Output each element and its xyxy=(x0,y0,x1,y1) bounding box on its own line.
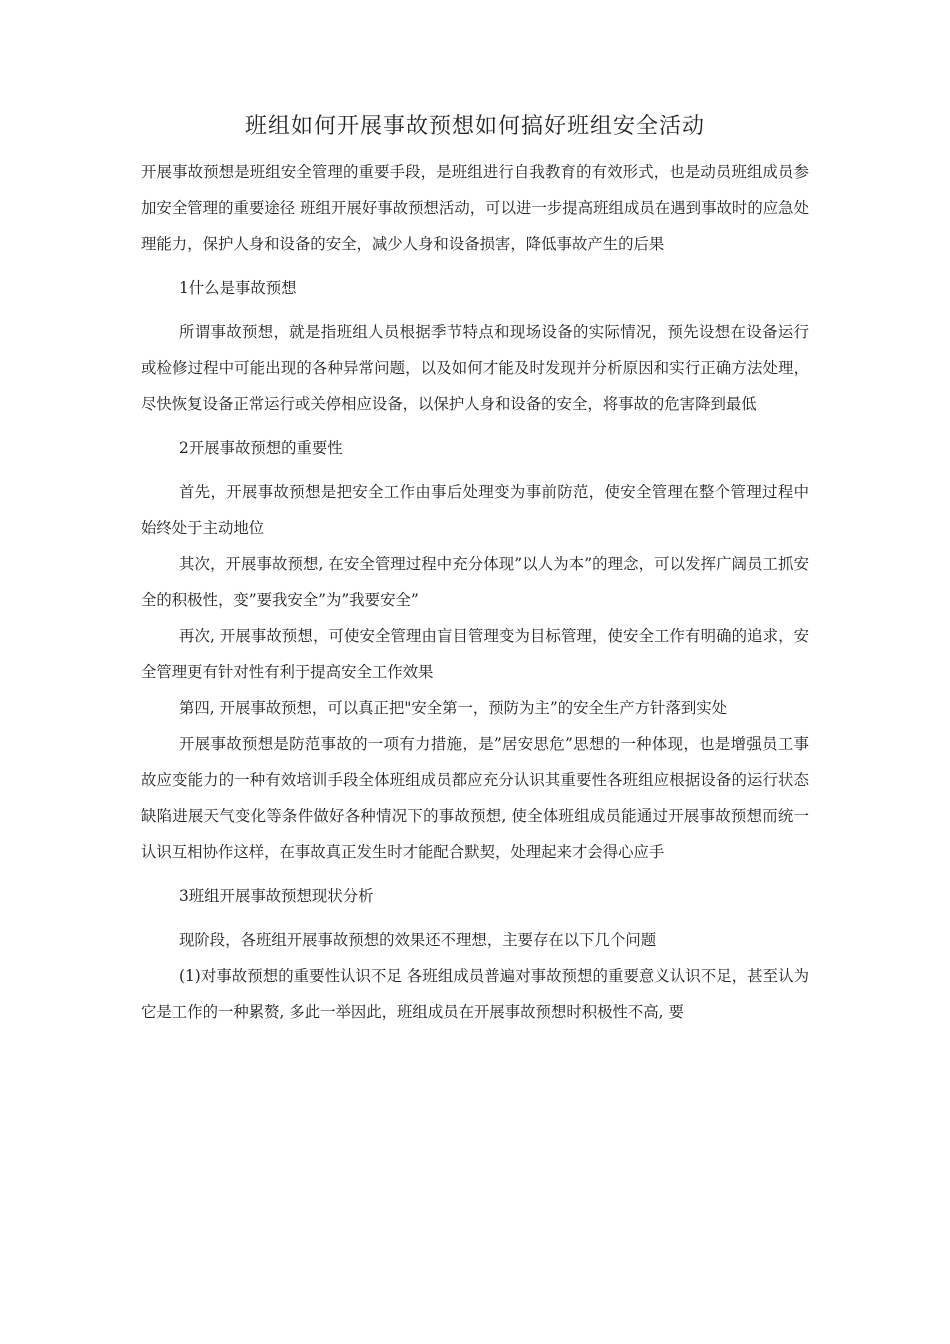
body-paragraph: 首先，开展事故预想是把安全工作由事后处理变为事前防范，使安全管理在整个管理过程中始终处于主动地位 xyxy=(141,483,809,537)
intro-paragraph: 开展事故预想是班组安全管理的重要手段，是班组进行自我教育的有效形式，也是动员班组成员参加安全管理的重要途径 班组开展好事故预想活动，可以进一步提高班组成员在遇到事故时的应急处理能力，保护人身和设备的安全，减少人身和设备损害，降低事故产生的后果 xyxy=(141,163,809,253)
body-paragraph: 第四, 开展事故预想，可以真正把"安全第一，预防为主”的安全生产方针落到实处 xyxy=(179,699,728,717)
body-paragraph: (1)对事故预想的重要性认识不足 各班组成员普遍对事故预想的重要意义认识不足，甚至认为它是工作的一种累赘, 多此一举因此，班组成员在开展事故预想时积极性不高, 要 xyxy=(141,967,809,1021)
body-paragraph: 其次，开展事故预想, 在安全管理过程中充分体现”以人为本”的理念，可以发挥广阔员工抓安全的积极性，变”要我安全”为”我要安全” xyxy=(141,555,809,609)
document-title: 班组如何开展事故预想如何搞好班组安全活动 xyxy=(244,114,705,139)
body-paragraph: 开展事故预想是防范事故的一项有力措施，是”居安思危”思想的一种体现，也是增强员工事故应变能力的一种有效培训手段全体班组成员都应充分认识其重要性各班组应根据设备的运行状态缺陷进展天气变化等条件做好各种情况下的事故预想, 使全体班组成员能通过开展事故预想而统一认识互相协作这样，在事故真正发生时才能配合默契，处理起来才会得心应手 xyxy=(141,735,809,861)
section-heading-1: 1什么是事故预想 xyxy=(179,279,297,297)
section-heading-2: 2开展事故预想的重要性 xyxy=(179,439,343,457)
document-body xyxy=(141,154,809,1030)
body-paragraph: 现阶段，各班组开展事故预想的效果还不理想，主要存在以下几个问题 xyxy=(179,931,657,949)
section-heading-3: 3班组开展事故预想现状分析 xyxy=(179,887,374,905)
body-paragraph: 再次, 开展事故预想，可使安全管理由盲目管理变为目标管理，使安全工作有明确的追求，安全管理更有针对性有利于提高安全工作效果 xyxy=(141,627,809,681)
body-paragraph: 所谓事故预想，就是指班组人员根据季节特点和现场设备的实际情况，预先设想在设备运行或检修过程中可能出现的各种异常问题，以及如何才能及时发现并分析原因和实行正确方法处理，尽快恢复设备正常运行或关停相应设备，以保护人身和设备的安全，将事故的危害降到最低 xyxy=(141,323,809,413)
